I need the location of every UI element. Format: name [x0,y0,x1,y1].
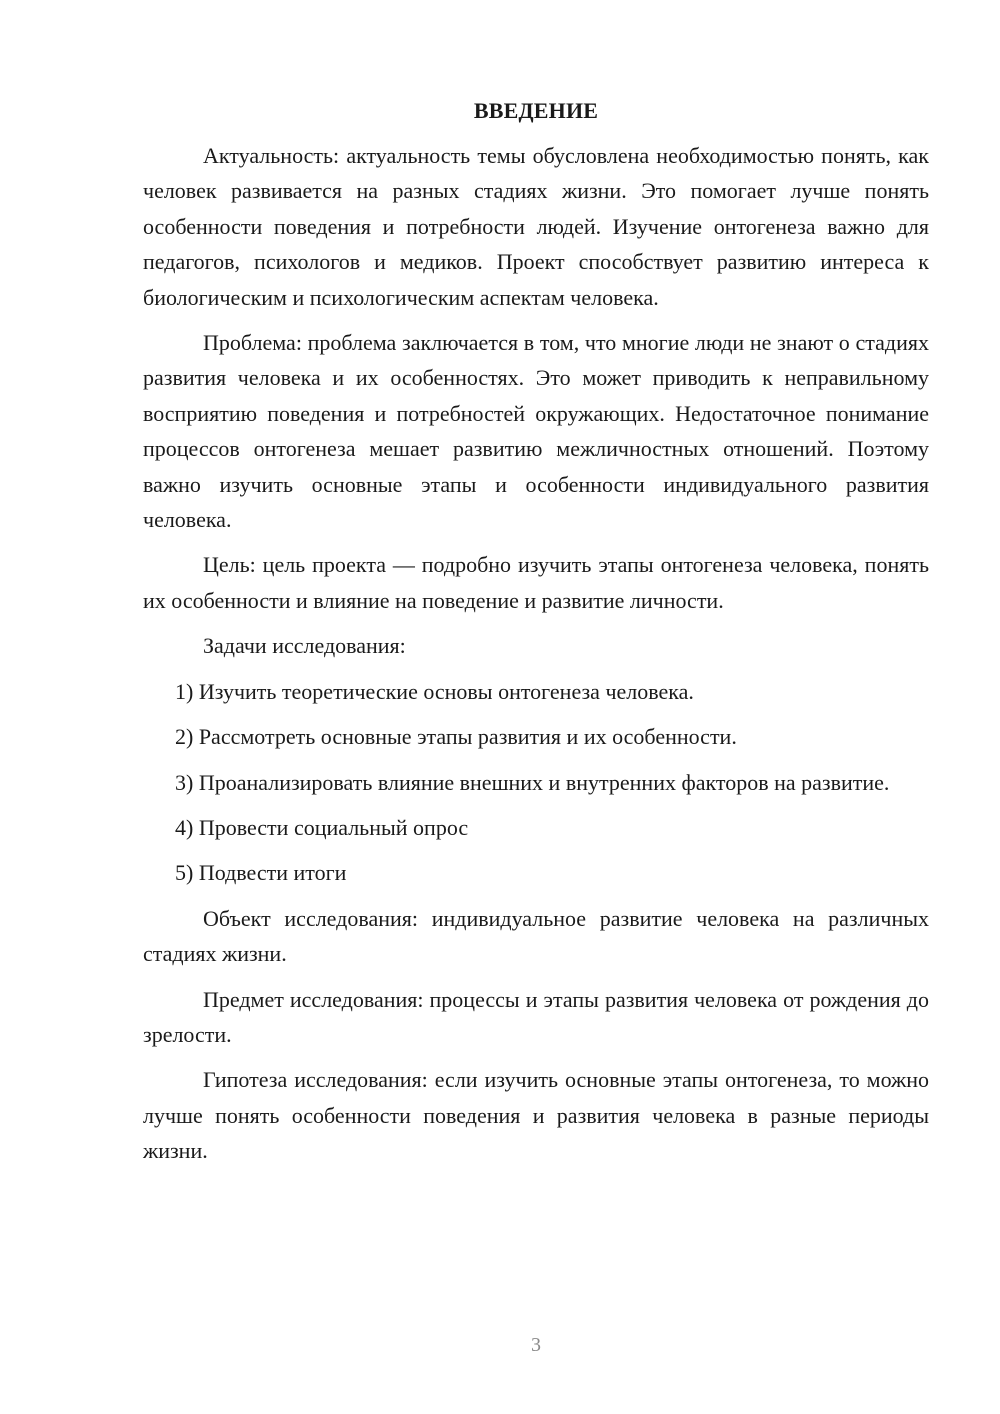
task-item: 2) Рассмотреть основные этапы развития и их особенности. [175,724,737,750]
subject-paragraph: Предмет исследования: процессы и этапы развития человека от рождения до зрелости. [143,986,929,1047]
task-item: 3) Проанализировать влияние внешних и внутренних факторов на развитие. [175,769,890,795]
task-item: 5) Подвести итоги [175,860,347,886]
problem-paragraph: Проблема: проблема заключается в том, что многие люди не знают о стадиях развития человека и их особенностях. Это может приводить к неправильному восприятию поведения и потребностей окружающих. Недостаточное понимание процессов онтогенеза мешает развитию межличностных отношений. Поэтому важно изучить основные этапы и особенности индивидуального развития человека. [143,330,929,533]
task-item: 4) Провести социальный опрос [175,814,469,840]
relevance-paragraph: Актуальность: актуальность темы обусловлена необходимостью понять, как человек развивается на разных стадиях жизни. Это помогает лучше понять особенности поведения и потребности людей. Изучение онтогенеза важно для педагогов, психологов и медиков. Проект способствует развитию интереса к биологическим и психологическим аспектам человека. [143,143,929,310]
tasks-heading: Задачи исследования: [203,633,406,659]
tasks-list [143,674,929,891]
object-paragraph: Объект исследования: индивидуальное развитие человека на различных стадиях жизни. [143,905,929,967]
page-title: ВВЕДЕНИЕ [473,98,599,123]
task-item: 1) Изучить теоретические основы онтогенеза человека. [175,678,694,704]
hypothesis-paragraph: Гипотеза исследования: если изучить основные этапы онтогенеза, то можно лучше понять особенности поведения и развития человека в разные периоды жизни. [143,1067,929,1164]
document-body [143,96,929,1179]
goal-paragraph: Цель: цель проекта — подробно изучить этапы онтогенеза человека, понять их особенности и влияние на поведение и развитие личности. [143,552,929,613]
page-number: 3 [531,1334,541,1356]
